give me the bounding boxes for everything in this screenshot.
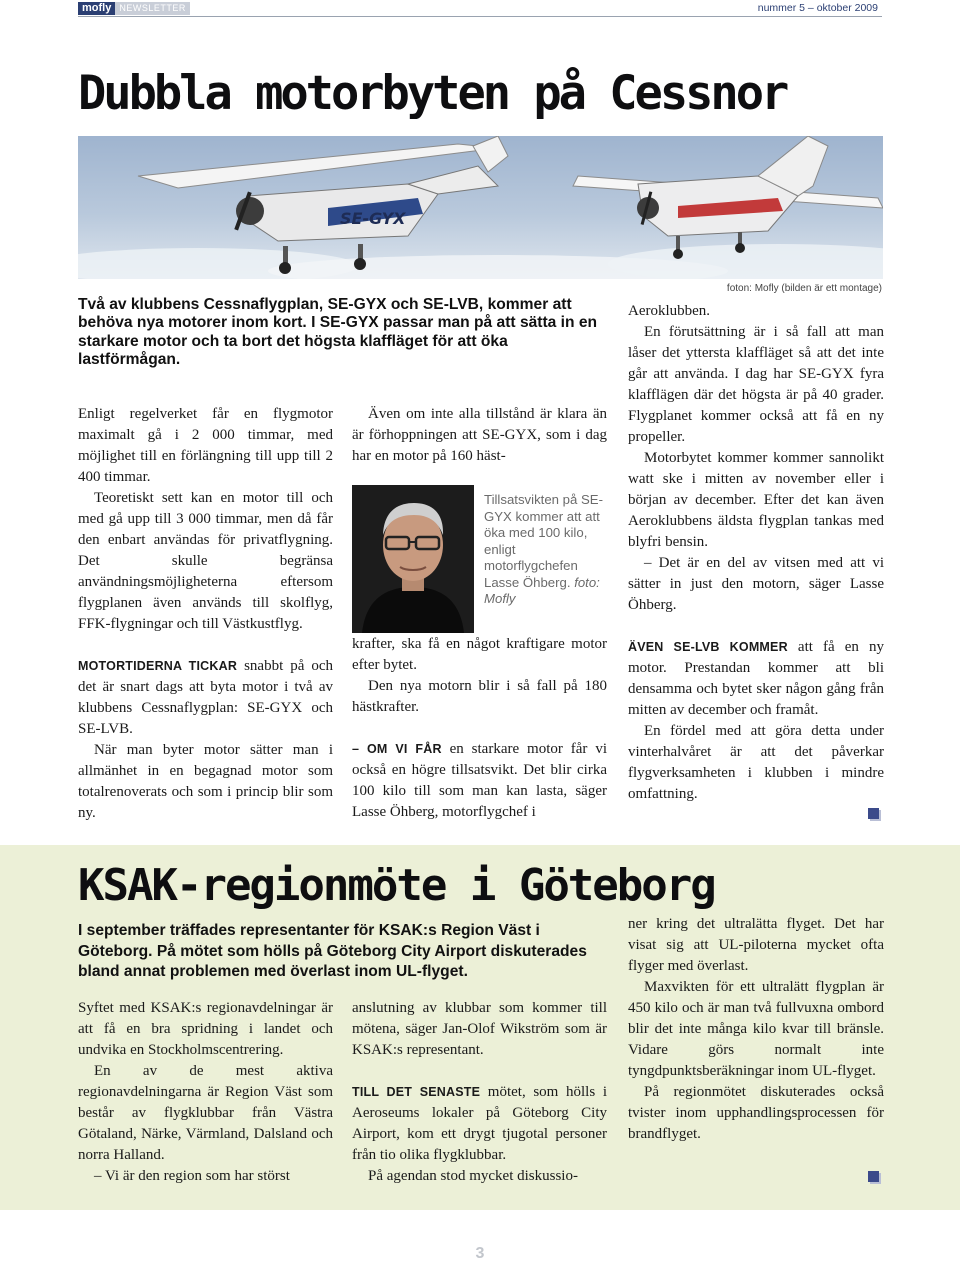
header-rule	[78, 16, 882, 17]
article2-column-2	[352, 998, 607, 1187]
paragraph: En fördel med att göra detta under vinterhalvåret är att det påverkar flygverksamheten i klubben i mindre omfattning.	[628, 723, 884, 802]
paragraph: Syftet med KSAK:s regionavdelningar är att få en bra spridning i landet och undvika en Stockholmscentrering.	[78, 1000, 333, 1058]
paragraph: Även om inte alla tillstånd är klara än är förhoppningen att SE-GYX, som i dag har en motor på 160 häst-	[352, 406, 607, 464]
paragraph: En förutsättning är i så fall att man låser det yttersta klaffläget så att det inte går att använda. I dag har SE-GYX fyra klafflägen där det högsta är på 40 grader. Flygplanet kommer också att få en ny propeller.	[628, 324, 884, 445]
tail-registration: SE-GYX	[340, 209, 406, 228]
paragraph: På regionmötet diskuterades också tvister inom upphandlingsprocessen för brandflyget.	[628, 1084, 884, 1142]
paragraph: – Det är en del av vitsen med att vi sätter in just den motorn, säger Lasse Öhberg.	[628, 555, 884, 613]
article2-column-1	[78, 998, 333, 1187]
brand-section: NEWSLETTER	[115, 2, 190, 15]
portrait-photo	[352, 485, 474, 633]
paragraph: En av de mest aktiva regionavdelningarna är Region Väst som består av flygklubbar från Västra Götaland, Närke, Värmland, Dalsland och norra Halland.	[78, 1063, 333, 1163]
photo-credit: foton: Mofly (bilden är ett montage)	[726, 283, 882, 294]
paragraph: Teoretiskt sett kan en motor till och med gå upp till 3 000 timmar, men då får den enbart användas för privatflygning. Det skulle begränsa användningsmöjligheterna eftersom flygplanen även används till skolflyg, FFK-flygningar och till Västkustflyg.	[78, 490, 333, 632]
article2-column-3	[628, 914, 884, 1145]
paragraph: krafter, ska få en något kraftigare motor efter bytet.	[352, 636, 607, 673]
paragraph: Motorbytet kommer kommer sannolikt watt ske i mitten av november eller i början av december. Efter det kan även Aeroklubbens äldsta flygplan tankas med blyfri bensin.	[628, 450, 884, 550]
paragraph: Maxvikten för ett ultralätt flygplan är 450 kilo och är man två fullvuxna ombord blir det inte många kilo kvar till bränsle. Vidare görs normalt inte tyngdpunktsberäkningar inom UL-flyget.	[628, 979, 884, 1079]
page-header	[0, 0, 960, 18]
article1-column-1	[78, 404, 333, 824]
paragraph: Enligt regelverket får en flygmotor maximalt gå i 2 000 timmar, med möjlighet till en förlängning till upp till 2 400 timmar.	[78, 406, 333, 485]
paragraph: snabbt på och det är snart dags att byta motor i två av klubbens Cessnaflygplan: SE-GYX och SE-LVB.	[78, 658, 333, 737]
caption-text: Tillsatsvikten på SE-GYX kommer att att öka med 100 kilo, enligt motorflygchefen Lasse Öhberg.	[484, 492, 603, 590]
caption-credit: foto: Mofly	[484, 574, 600, 606]
article2-headline: KSAK-regionmöte i Göteborg	[78, 860, 715, 911]
portrait-caption	[484, 492, 608, 608]
article-end-mark	[868, 808, 879, 819]
issue-label: nummer 5 – oktober 2009	[757, 2, 878, 14]
article1-column-2-top	[352, 404, 607, 467]
article1-column-3	[628, 301, 884, 805]
article2-lead: I september träffades representanter för KSAK:s Region Väst i Göteborg. På mötet som hölls på Göteborg City Airport diskuterades bland annat problemen med överlast inom UL-flyget.	[78, 922, 587, 980]
page-number: 3	[475, 1245, 485, 1262]
paragraph: att få en ny motor. Prestandan kommer att bli densamma och bytet sker någon gång från mitten av december och framåt.	[628, 639, 884, 718]
article-lead: Två av klubbens Cessnaflygplan, SE-GYX och SE-LVB, kommer att behöva nya motorer inom kort. I SE-GYX passar man på att sätta in en starkare motor och ta bort det högsta klaffläget för att öka lastförmågan.	[78, 296, 598, 368]
paragraph: ner kring det ultralätta flyget. Det har visat sig att UL-piloterna mycket ofta flyger med överlast.	[628, 916, 884, 974]
airplane-photo	[78, 136, 883, 279]
article-headline: Dubbla motorbyten på Cessnor	[78, 66, 787, 121]
brand-logo: mofly	[78, 2, 115, 15]
paragraph: När man byter motor sätter man i allmänhet in en begagnad motor som totalrenoverats och som i princip blir som ny.	[78, 742, 333, 821]
paragraph-lead-in: ÄVEN SE-LVB KOMMER	[628, 640, 788, 654]
brand	[78, 2, 190, 15]
paragraph-lead-in: MOTORTIDERNA TICKAR	[78, 659, 238, 673]
paragraph: en starkare motor får vi också en högre tillsatsvikt. Det blir cirka 100 kilo till som man kan lasta, säger Lasse Öhberg, motorflygchef i	[352, 741, 607, 820]
paragraph: mötet, som hölls i Aeroseums lokaler på Göteborg City Airport, kom ett drygt tjugotal personer från tio olika flygklubbar.	[352, 1084, 607, 1163]
paragraph-lead-in: – OM VI FÅR	[352, 742, 442, 756]
paragraph: – Vi är den region som har störst	[94, 1168, 290, 1184]
paragraph: Den nya motorn blir i så fall på 180 hästkrafter.	[352, 678, 607, 715]
paragraph: anslutning av klubbar som kommer till mötena, säger Jan-Olof Wikström som är KSAK:s representant.	[352, 1000, 607, 1058]
paragraph: Aeroklubben.	[628, 303, 711, 319]
paragraph-lead-in: TILL DET SENASTE	[352, 1085, 481, 1099]
article1-column-2-bottom	[352, 634, 607, 823]
paragraph: På agendan stod mycket diskussio-	[368, 1168, 578, 1184]
article-end-mark	[868, 1171, 879, 1182]
